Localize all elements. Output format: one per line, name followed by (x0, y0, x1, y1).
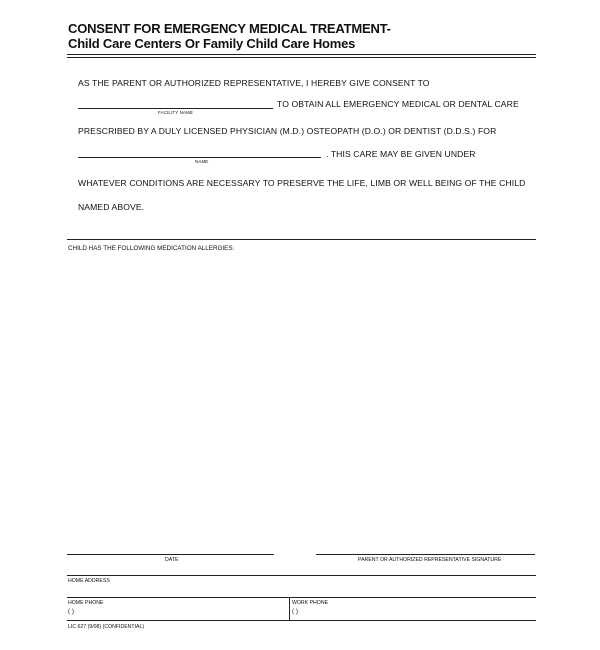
form-subtitle: Child Care Centers Or Family Child Care Homes (68, 36, 356, 51)
title-divider-top (67, 54, 536, 55)
child-name-field[interactable] (78, 157, 321, 158)
consent-line-3: PRESCRIBED BY A DULY LICENSED PHYSICIAN (M.D.) OSTEOPATH (D.O.) OR DENTIST (D.D.S.) FOR (78, 126, 497, 136)
title-divider-bottom (67, 57, 536, 58)
consent-line-5: WHATEVER CONDITIONS ARE NECESSARY TO PRESERVE THE LIFE, LIMB OR WELL BEING OF THE CHILD (78, 178, 526, 188)
work-phone-label: WORK PHONE (292, 600, 329, 606)
consent-line-1: AS THE PARENT OR AUTHORIZED REPRESENTATIVE, I HEREBY GIVE CONSENT TO (78, 78, 430, 88)
form-code: LIC 627 (9/08) (CONFIDENTIAL) (68, 624, 145, 630)
work-phone-field[interactable]: ( ) (292, 608, 298, 615)
home-phone-label: HOME PHONE (68, 600, 104, 606)
allergies-label: CHILD HAS THE FOLLOWING MEDICATION ALLERGIES: (68, 245, 235, 252)
home-address-field[interactable] (67, 585, 536, 595)
signature-label: PARENT OR AUTHORIZED REPRESENTATIVE SIGNATURE (358, 557, 502, 563)
phone-top-divider (67, 597, 536, 598)
home-phone-field[interactable]: ( ) (68, 608, 74, 615)
facility-name-field[interactable] (78, 108, 273, 109)
facility-name-caption: FACILITY NAME (158, 110, 193, 115)
address-top-divider (67, 575, 536, 576)
allergies-field[interactable] (67, 256, 536, 550)
phone-column-divider (289, 597, 290, 620)
date-field[interactable] (67, 554, 274, 555)
signature-field[interactable] (316, 554, 535, 555)
consent-line-4: . THIS CARE MAY BE GIVEN UNDER (326, 149, 476, 159)
date-label: DATE (165, 557, 179, 563)
section-divider (67, 239, 536, 240)
home-address-label: HOME ADDRESS (68, 578, 110, 584)
consent-line-2: TO OBTAIN ALL EMERGENCY MEDICAL OR DENTAL CARE (277, 99, 519, 109)
child-name-caption: NAME (195, 159, 209, 164)
bottom-divider (67, 620, 536, 621)
form-title: CONSENT FOR EMERGENCY MEDICAL TREATMENT- (68, 21, 391, 36)
consent-line-6: NAMED ABOVE. (78, 202, 145, 212)
